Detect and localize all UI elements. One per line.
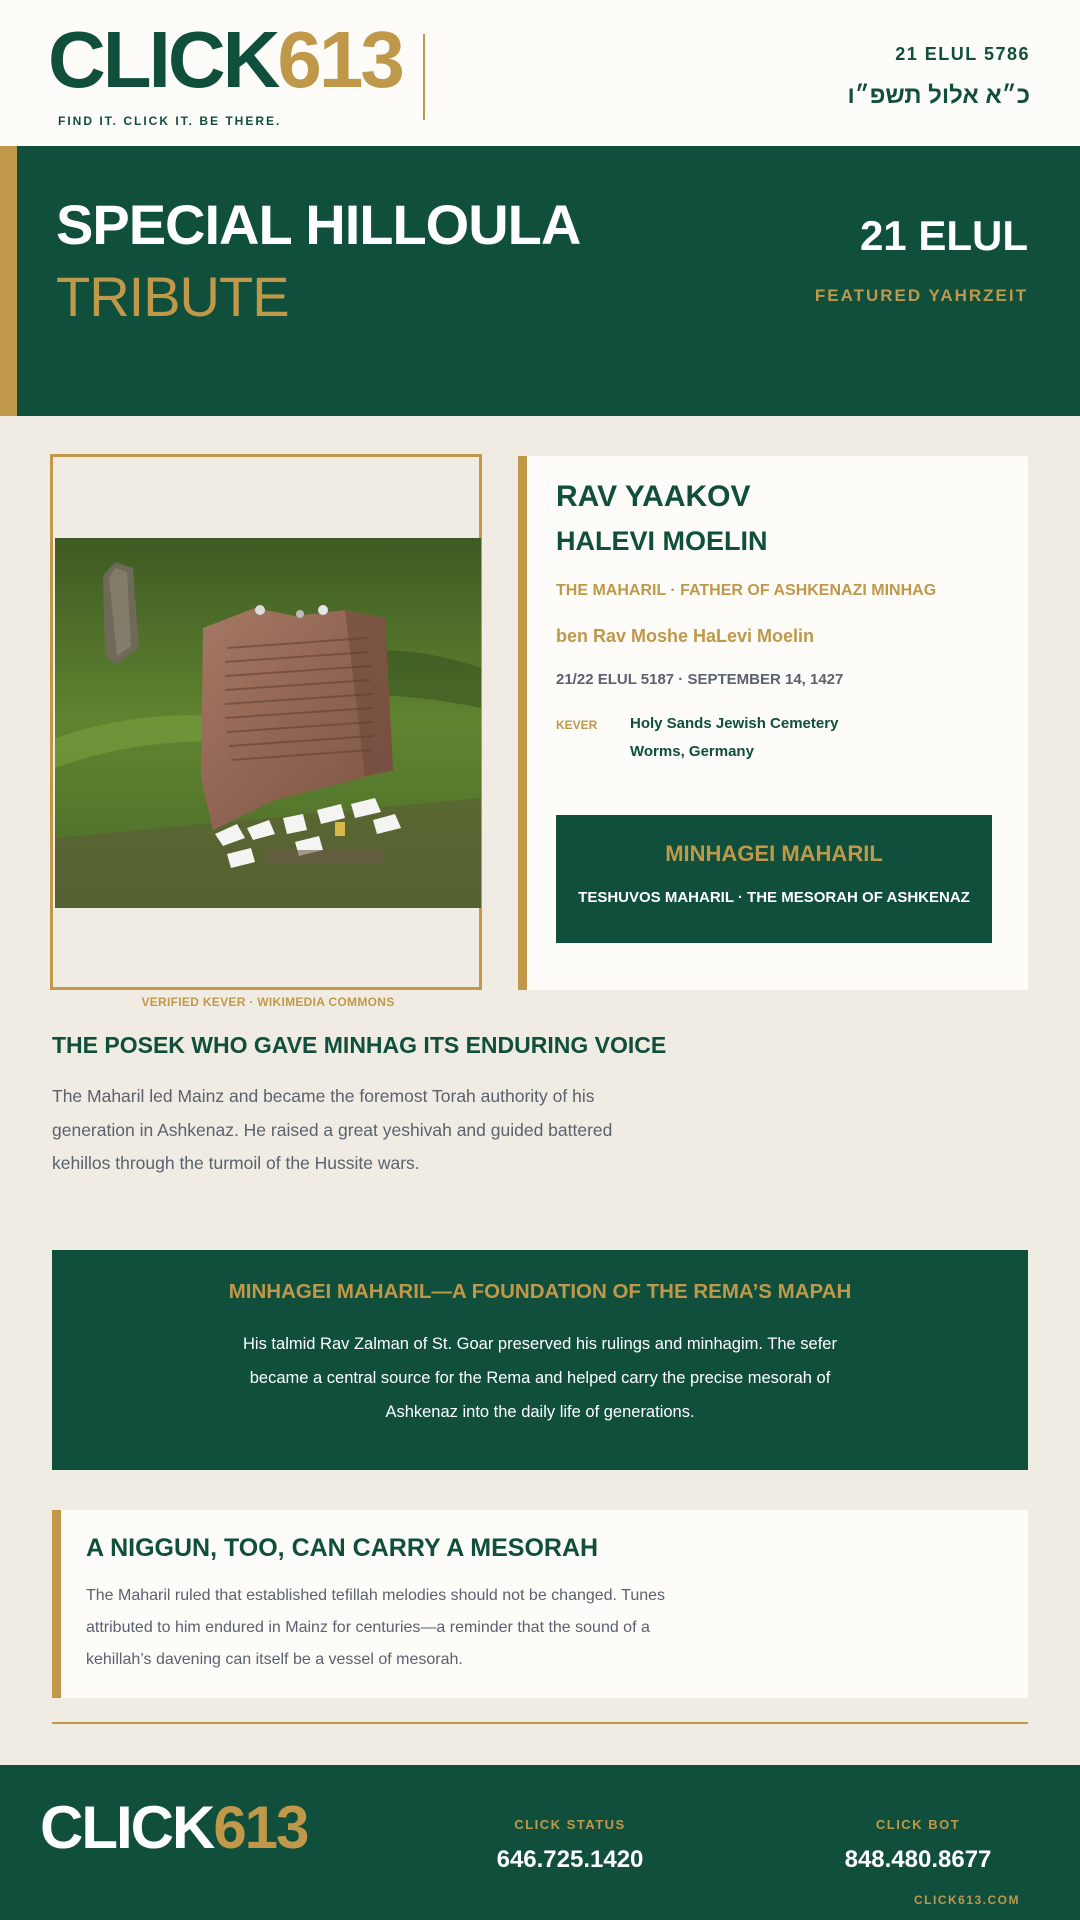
tzaddik-epithet: THE MAHARIL · FATHER OF ASHKENAZI MINHAG [556,582,937,599]
footer-logo-word: CLICK [40,1794,214,1861]
hilloula-banner [0,146,1080,416]
section-divider [52,1722,1028,1724]
profile-accent-bar [518,456,527,990]
photo-caption: VERIFIED KEVER · WIKIMEDIA COMMONS [141,995,395,1009]
click-status-contact [450,1817,690,1874]
niggun-card [52,1510,1028,1698]
hebrew-date: כ״א אלול תשפ״ו [847,82,1030,109]
tzaddik-lineage: ben Rav Moshe HaLevi Moelin [556,626,815,646]
niggun-accent-bar [52,1510,61,1698]
header-divider [423,34,425,120]
footer-logo-number: 613 [213,1794,308,1861]
logo-word: CLICK [48,15,278,104]
callout-text: His talmid Rav Zalman of St. Goar preserved his rulings and minhagim. The sefer became a central source for the Rema and helped carry the precise mesorah of Ashkenaz into the daily life of generations. [243,1335,837,1421]
callout-heading: MINHAGEI MAHARIL—A FOUNDATION OF THE REMA’S MAPAH [228,1280,852,1303]
callout-body [52,1327,1028,1429]
click-bot-label: CLICK BOT [875,1817,961,1832]
logo-number: 613 [277,15,402,104]
works-title: MINHAGEI MAHARIL [665,841,883,866]
kever-photo [55,538,481,908]
click613-logo[interactable] [48,14,402,106]
yahrzeit-dates: 21/22 ELUL 5187 · SEPTEMBER 14, 1427 [556,671,844,688]
banner-title: SPECIAL HILLOULA [56,193,581,256]
click-bot-number[interactable]: 848.480.8677 [844,1846,992,1873]
banner-label: FEATURED YAHRZEIT [814,286,1028,305]
footer-logo[interactable] [40,1795,307,1861]
works-box [556,815,992,943]
minhagim-callout [52,1250,1028,1470]
tzaddik-name-line2: HALEVI MOELIN [556,526,768,556]
kever-cemetery: Holy Sands Jewish Cemetery [630,715,839,732]
banner-date: 21 ELUL [859,212,1028,259]
site-footer [0,1765,1080,1920]
logo-tagline: FIND IT. CLICK IT. BE THERE. [58,114,282,128]
profile-card [518,456,1028,990]
works-subtitle: TESHUVOS MAHARIL · THE MESORAH OF ASHKENAZ [578,889,970,906]
kever-location: Worms, Germany [630,743,754,760]
website-link[interactable]: CLICK613.COM [913,1893,1020,1907]
click-status-number[interactable]: 646.725.1420 [496,1846,644,1873]
niggun-heading: A NIGGUN, TOO, CAN CARRY A MESORAH [86,1534,599,1562]
niggun-body: The Maharil ruled that established tefillah melodies should not be changed. Tunes attributed to him endured in Mainz for centuries—a reminder that the sound of a kehillah’s davening can itself be a vessel of mesorah. [86,1587,666,1668]
intro-heading: THE POSEK WHO GAVE MINHAG ITS ENDURING VOICE [52,1032,667,1058]
site-header [0,0,1080,146]
banner-subtitle: TRIBUTE [56,265,289,328]
click-bot-contact [798,1817,1038,1874]
tzaddik-name-line1: RAV YAAKOV [556,480,751,513]
intro-body: The Maharil led Mainz and became the foremost Torah authority of his generation in Ashkenaz. He raised a great yeshivah and guided battered kehillos through the turmoil of the Hussite wars. [52,1086,613,1173]
kever-label: KEVER [556,718,598,732]
banner-accent-strip [0,146,17,416]
english-date: 21 ELUL 5786 [895,44,1030,64]
click-status-label: CLICK STATUS [514,1817,626,1832]
